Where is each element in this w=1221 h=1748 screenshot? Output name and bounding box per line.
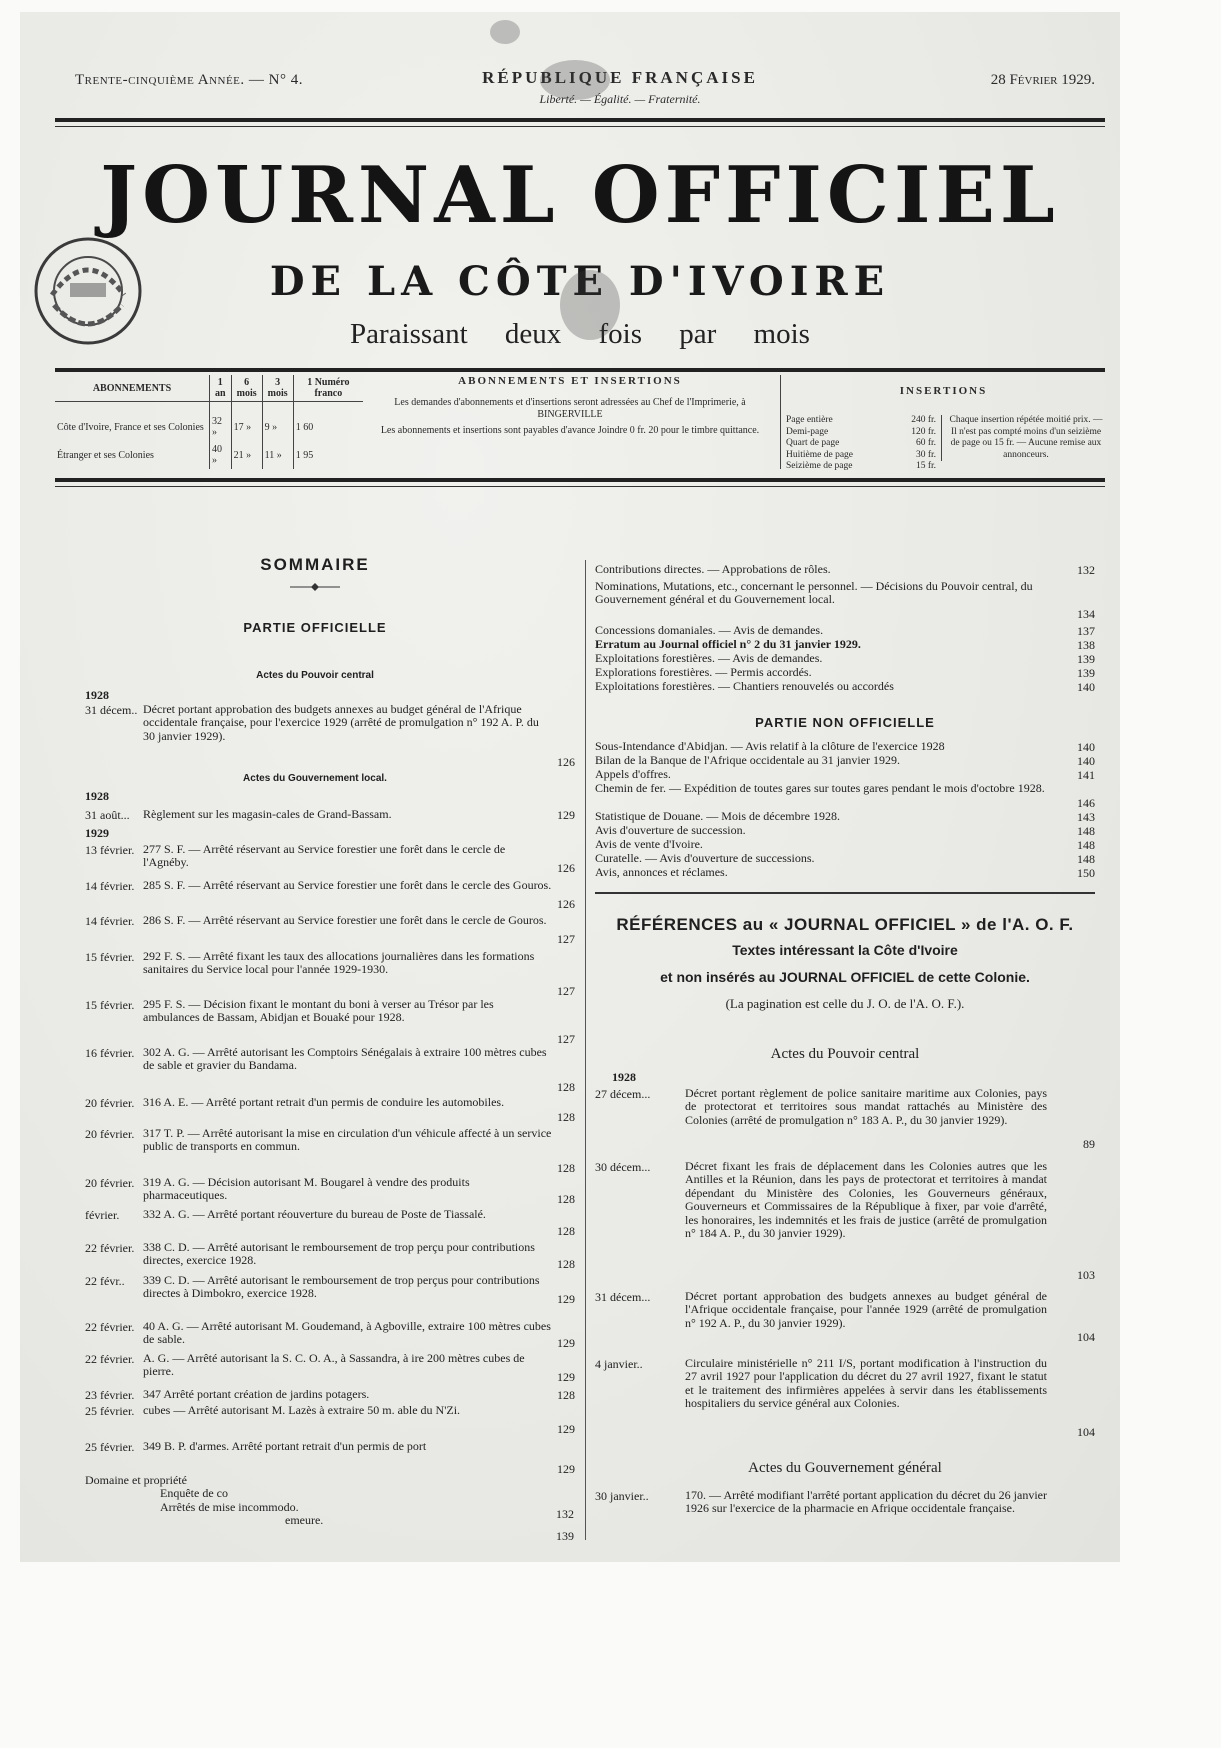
entry-date: 20 février.: [85, 1127, 135, 1141]
entry-date: 22 févr..: [85, 1274, 125, 1288]
entry-page: 128: [557, 1192, 575, 1206]
entry-page: 148: [1077, 824, 1095, 838]
entry-text: Avis, annonces et réclames.: [595, 865, 728, 879]
entry-page: 104: [1077, 1425, 1095, 1439]
entry-page: 126: [557, 897, 575, 911]
entry-text: Règlement sur les magasin-cales de Grand-Bassam.: [143, 807, 392, 821]
entry-page: 126: [557, 861, 575, 875]
table-row: [55, 402, 363, 442]
entry-text: Contributions directes. — Approbations de rôles.: [595, 562, 831, 576]
republic-block: [420, 68, 820, 107]
subscription-block: [55, 375, 1105, 475]
rate-label: Seizième de page: [786, 461, 853, 471]
entry-text: Avis d'ouverture de succession.: [595, 823, 746, 837]
entry-text: Explorations forestières. — Permis accordés.: [595, 665, 812, 679]
sommaire-title: SOMMAIRE: [260, 555, 370, 574]
entry-page: 128: [557, 1110, 575, 1124]
cell-value: 1 95: [295, 449, 314, 461]
entry-text: Chemin de fer. — Expédition de toutes gares sur toutes gares pendant le mois d'octobre 1928.: [595, 781, 1045, 795]
tail-line: Arrêtés de mise incommodo.: [160, 1499, 299, 1514]
entry-page: 127: [557, 1032, 575, 1046]
entry-text: 349 B. P. d'armes. Arrêté portant retrait d'un permis de port: [143, 1439, 427, 1453]
entry-text: 338 C. D. — Arrêté autorisant le remboursement de trop perçu pour contributions directes, exercice 1928.: [143, 1240, 535, 1268]
instructions-text-1: Les demandes d'abonnements et d'insertions seront adressées au Chef de l'Imprimerie, à BINGERVILLE: [394, 397, 746, 420]
entry-text: Décret portant règlement de police sanitaire maritime aux Colonies, pays de protectorat et territoires sous mandat rattachés au Ministère des Colonies (arrêté de promulgation n° 183 A. P., du 30 janvier 1929).: [685, 1086, 1047, 1127]
entry-page: 141: [1077, 768, 1095, 782]
entry-date: 15 février.: [85, 998, 135, 1012]
entry-page: 126: [557, 755, 575, 769]
entry-page: 129: [557, 1292, 575, 1306]
subscription-rule-bottom: [55, 478, 1105, 482]
cell-value: 11 »: [262, 442, 293, 469]
entry-page: 128: [557, 1161, 575, 1175]
col-header-1an: 1 an: [210, 375, 232, 402]
instructions-heading: ABONNEMENTS ET INSERTIONS: [458, 375, 682, 387]
rate-label: Page entière: [786, 415, 833, 425]
entry-text: Curatelle. — Avis d'ouverture de successions.: [595, 851, 815, 865]
entry-text: Exploitations forestières. — Chantiers renouvelés ou accordés: [595, 679, 894, 693]
entry-date: 30 décem...: [595, 1160, 651, 1174]
rate-label: Demi-page: [786, 426, 829, 437]
subscription-rule-top: [55, 368, 1105, 372]
cell-value: 9 »: [262, 402, 293, 442]
entry-text: Exploitations forestières. — Avis de demandes.: [595, 651, 823, 665]
entry-text: Circulaire ministérielle n° 211 I/S, portant modification à l'instruction du 27 avril 1927 pour l'application du décret du 27 avril 1927, fixant le statut et le traitement des infirmières appelées à servir dans les établissements hospitaliers du service général aux Colonies.: [685, 1356, 1047, 1411]
references-heading: RÉFÉRENCES au « JOURNAL OFFICIEL » de l'A. O. F.: [616, 915, 1074, 934]
entry-text: 316 A. E. — Arrêté portant retrait d'un permis de conduire les automobiles.: [143, 1095, 505, 1109]
entry-date: 4 janvier..: [595, 1357, 643, 1371]
entry-text: Avis de vente d'Ivoire.: [595, 837, 703, 851]
entry-page: 128: [557, 1224, 575, 1238]
year-label: 1928: [85, 789, 109, 803]
entry-text: A. G. — Arrêté autorisant la S. C. O. A., à Sassandra, à ire 200 mètres cubes de pierre.: [143, 1351, 525, 1379]
entry-page: 127: [557, 984, 575, 998]
entry-page: 128: [557, 1257, 575, 1271]
entry-date: 27 décem...: [595, 1087, 651, 1101]
year-label: 1929: [85, 826, 109, 840]
entry-page: 129: [557, 1370, 575, 1384]
entry-text: Décret portant approbation des budgets annexes au budget général de l'Afrique occidentale française, pour l'année 1929 (arrêté de promulgation n° 192 A. P., du 30 janvier 1929).: [685, 1289, 1047, 1330]
entry-page: 129: [557, 1336, 575, 1350]
entry-date: 25 février.: [85, 1404, 135, 1418]
entry-page: 127: [557, 932, 575, 946]
tail-page: 132: [556, 1507, 574, 1521]
partie-non-officielle-heading: PARTIE NON OFFICIELLE: [755, 715, 935, 730]
cell-value: 21 »: [231, 442, 262, 469]
entry-page: 129: [557, 1462, 575, 1476]
entry-date: 31 décem..: [85, 703, 138, 717]
entry-date: 20 février.: [85, 1176, 135, 1190]
subscription-instructions: [370, 375, 770, 469]
row-label: Côte d'Ivoire, France et ses Colonies: [55, 402, 210, 442]
entry-page: 103: [1077, 1268, 1095, 1282]
entry-page: 134: [1077, 607, 1095, 621]
insertions-block: [780, 375, 1106, 469]
entry-date: 22 février.: [85, 1352, 135, 1366]
entry-text: Sous-Intendance d'Abidjan. — Avis relatif à la clôture de l'exercice 1928: [595, 739, 945, 753]
entry-page: 128: [557, 1388, 575, 1402]
entry-text: 339 C. D. — Arrêté autorisant le remboursement de trop perçus pour contributions directes à Dimbokro, exercice 1928.: [143, 1273, 540, 1301]
entry-text: Décret fixant les frais de déplacement dans les Colonies autres que les Antilles et la Réunion, dans les pays de protectorat et territoires à mandat dépendant du Ministère des Colonies, les Gouverneurs généraux, Gouverneurs et Commissaires de la République à fixer, par voie d'arrêté, les honoraires, les indemnités et les frais de justice (arrêté de promulgation n° 184 A. P., du 30 janvier 1929).: [685, 1159, 1047, 1241]
entry-text: 170. — Arrêté modifiant l'arrêté portant application du décret du 26 janvier 1926 sur l'exercice de la pharmacie en Afrique occidentale française.: [685, 1488, 1047, 1516]
entry-text: 317 T. P. — Arrêté autorisant la mise en circulation d'un véhicule affecté à un service public de transports en commun.: [143, 1126, 552, 1154]
entry-text: 40 A. G. — Arrêté autorisant M. Goudemand, à Agboville, extraire 100 mètres cubes de sable.: [143, 1319, 551, 1347]
entry-text: 302 A. G. — Arrêté autorisant les Comptoirs Sénégalais à extraire 100 mètres cubes de sable et gravier du Bandama.: [143, 1045, 547, 1073]
entry-page: 139: [1077, 652, 1095, 666]
year-label: 1928: [85, 688, 109, 702]
tail-line: emeure.: [285, 1513, 324, 1528]
year-label: 1928: [612, 1070, 636, 1084]
entry-page: 138: [1077, 638, 1095, 652]
entry-text: 277 S. F. — Arrêté réservant au Service forestier une forêt dans le cercle de l'Agnéby.: [143, 842, 506, 870]
entry-page: 146: [1077, 796, 1095, 810]
tail-page: 139: [556, 1529, 574, 1543]
header-rule-thin: [55, 126, 1105, 127]
cell-value: 17 »: [231, 402, 262, 442]
rate-label: Huitième de page: [786, 449, 854, 460]
entry-date: 31 août...: [85, 808, 130, 822]
rate-price: 240 fr.: [911, 415, 936, 425]
row-label: Étranger et ses Colonies: [55, 442, 210, 469]
rate-row: [786, 450, 936, 462]
cell-value: 40 »: [210, 442, 232, 469]
entry-page: 148: [1077, 838, 1095, 852]
entry-page: 150: [1077, 866, 1095, 880]
insertion-rates: [786, 415, 936, 473]
ref-actes-pouvoir-central-heading: Actes du Pouvoir central: [770, 1046, 920, 1062]
entry-date: 25 février.: [85, 1440, 135, 1454]
entry-text: 347 Arrêté portant création de jardins potagers.: [143, 1387, 370, 1401]
tail-line: Domaine et propriété: [85, 1473, 187, 1487]
ornament-icon: [290, 582, 340, 592]
entry-page: 140: [1077, 754, 1095, 768]
entry-page: 132: [1077, 563, 1095, 577]
republic-name: RÉPUBLIQUE FRANÇAISE: [482, 68, 758, 87]
cell-value: 1 60: [295, 421, 314, 433]
edition-info: Trente-cinquième Année. — N° 4.: [75, 72, 303, 88]
entry-text: cubes — Arrêté autorisant M. Lazès à extraire 50 m. able du N'Zi.: [143, 1403, 461, 1417]
entry-page: 89: [1083, 1137, 1095, 1151]
references-subheading-1: Textes intéressant la Côte d'Ivoire: [732, 942, 958, 958]
actes-gouvernement-local-heading: Actes du Gouvernement local.: [243, 773, 387, 784]
entry-date: 13 février.: [85, 843, 135, 857]
instructions-text-2: Les abonnements et insertions sont payables d'avance Joindre 0 fr. 20 pour le timbre quittance.: [380, 425, 760, 436]
rate-price: 30 fr.: [915, 449, 936, 460]
table-row: [55, 442, 363, 469]
entry-text: Nominations, Mutations, etc., concernant le personnel. — Décisions du Pouvoir central, du Gouvernement général et du Gouvernement local.: [595, 579, 1033, 607]
scan-smudge: [540, 60, 610, 100]
entry-page: 140: [1077, 740, 1095, 754]
references-note: (La pagination est celle du J. O. de l'A. O. F.).: [725, 996, 965, 1011]
entry-text: 292 F. S. — Arrêté fixant les taux des allocations journalières dans les formations sanitaires du Service local pour l'année 1929-1930.: [143, 949, 535, 977]
entry-text: Statistique de Douane. — Mois de décembre 1928.: [595, 809, 840, 823]
col-header-6mois: 6 mois: [231, 375, 262, 402]
rate-price: 120 fr.: [911, 426, 936, 437]
subscription-table: [55, 375, 363, 469]
entry-page: 129: [557, 808, 575, 822]
entry-page: 140: [1077, 680, 1095, 694]
entry-text: 295 F. S. — Décision fixant le montant du boni à verser au Trésor par les ambulances de Bassam, Abidjan et Bouaké pour 1928.: [143, 997, 494, 1025]
entry-date: 20 février.: [85, 1096, 135, 1110]
entry-date: 31 décem...: [595, 1290, 651, 1304]
entry-text: 332 A. G. — Arrêté portant réouverture du bureau de Poste de Tiassalé.: [143, 1207, 486, 1221]
postal-stamp: [32, 235, 144, 347]
entry-date: février.: [85, 1208, 120, 1222]
cell-value: 32 »: [210, 402, 232, 442]
entry-date: 30 janvier..: [595, 1489, 649, 1503]
entry-date: 14 février.: [85, 879, 135, 893]
tail-line: Enquête de co: [160, 1486, 228, 1501]
republic-motto: Liberté. — Égalité. — Fraternité.: [539, 92, 701, 106]
entry-page: 143: [1077, 810, 1095, 824]
subscription-heading: ABONNEMENTS: [55, 375, 210, 402]
subscription-rule-thin: [55, 486, 1105, 487]
masthead-periodicity: Paraissant deux fois par mois: [350, 318, 810, 350]
entry-date: 16 février.: [85, 1046, 135, 1060]
entry-text: 285 S. F. — Arrêté réservant au Service forestier une forêt dans le cercle des Gouros.: [143, 878, 552, 892]
rate-row: [786, 415, 936, 427]
rate-price: 15 fr.: [915, 461, 936, 471]
entry-date: 22 février.: [85, 1241, 135, 1255]
entry-text: Appels d'offres.: [595, 767, 671, 781]
entry-text: 286 S. F. — Arrêté réservant au Service forestier une forêt dans le cercle de Gouros.: [143, 913, 547, 927]
scan-smudge: [560, 270, 620, 340]
issue-date: 28 Février 1929.: [990, 72, 1095, 88]
entry-date: 23 février.: [85, 1388, 135, 1402]
entry-page: 137: [1077, 624, 1095, 638]
rate-label: Quart de page: [786, 438, 840, 448]
rate-row: [786, 461, 936, 473]
rate-row: [786, 427, 936, 439]
partial-tail: [85, 1474, 465, 1528]
entry-page: 139: [1077, 666, 1095, 680]
actes-pouvoir-central-heading: Actes du Pouvoir central: [256, 670, 374, 681]
partie-officielle-heading: PARTIE OFFICIELLE: [243, 620, 387, 635]
references-subheading-2: et non insérés au JOURNAL OFFICIEL de cette Colonie.: [660, 969, 1030, 985]
section-rule: [595, 892, 1095, 894]
entry-page: 104: [1077, 1330, 1095, 1344]
entry-date: 22 février.: [85, 1320, 135, 1334]
entry-date: 14 février.: [85, 914, 135, 928]
entry-text: Bilan de la Banque de l'Afrique occidentale au 31 janvier 1929.: [595, 753, 901, 767]
masthead-title: JOURNAL OFFICIEL: [100, 150, 1060, 241]
actes-gouvernement-general-heading: Actes du Gouvernement général: [748, 1460, 942, 1476]
insertions-heading: INSERTIONS: [899, 385, 988, 397]
header-rule-top: [55, 118, 1105, 122]
col-header-3mois: 3 mois: [262, 375, 293, 402]
rate-row: [786, 438, 936, 450]
scan-smudge: [490, 20, 520, 44]
entry-page: 148: [1077, 852, 1095, 866]
rate-price: 60 fr.: [915, 438, 936, 448]
col-header-numero: 1 Numéro franco: [293, 375, 363, 402]
entry-text: Erratum au Journal officiel n° 2 du 31 janvier 1929.: [595, 637, 861, 651]
insertion-note: Chaque insertion répétée moitié prix. — Il n'est pas compté moins d'un seizième de page ou 15 fr. — Aucune remise aux annonceurs.: [941, 415, 1106, 461]
entry-text: Concessions domaniales. — Avis de demandes.: [595, 623, 824, 637]
entry-page: 129: [557, 1422, 575, 1436]
column-divider: [585, 560, 586, 1540]
entry-text: 319 A. G. — Décision autorisant M. Bougarel à vendre des produits pharmaceutiques.: [143, 1175, 470, 1203]
entry-page: 128: [557, 1080, 575, 1094]
masthead-subtitle: DE LA CÔTE D'IVOIRE: [269, 258, 891, 305]
entry-text: Décret portant approbation des budgets annexes au budget général de l'Afrique occidentale française, pour l'exercice 1929 (arrêté de promulgation n° 192 A. P. du 30 janvier 1929).: [143, 702, 539, 743]
entry-date: 15 février.: [85, 950, 135, 964]
